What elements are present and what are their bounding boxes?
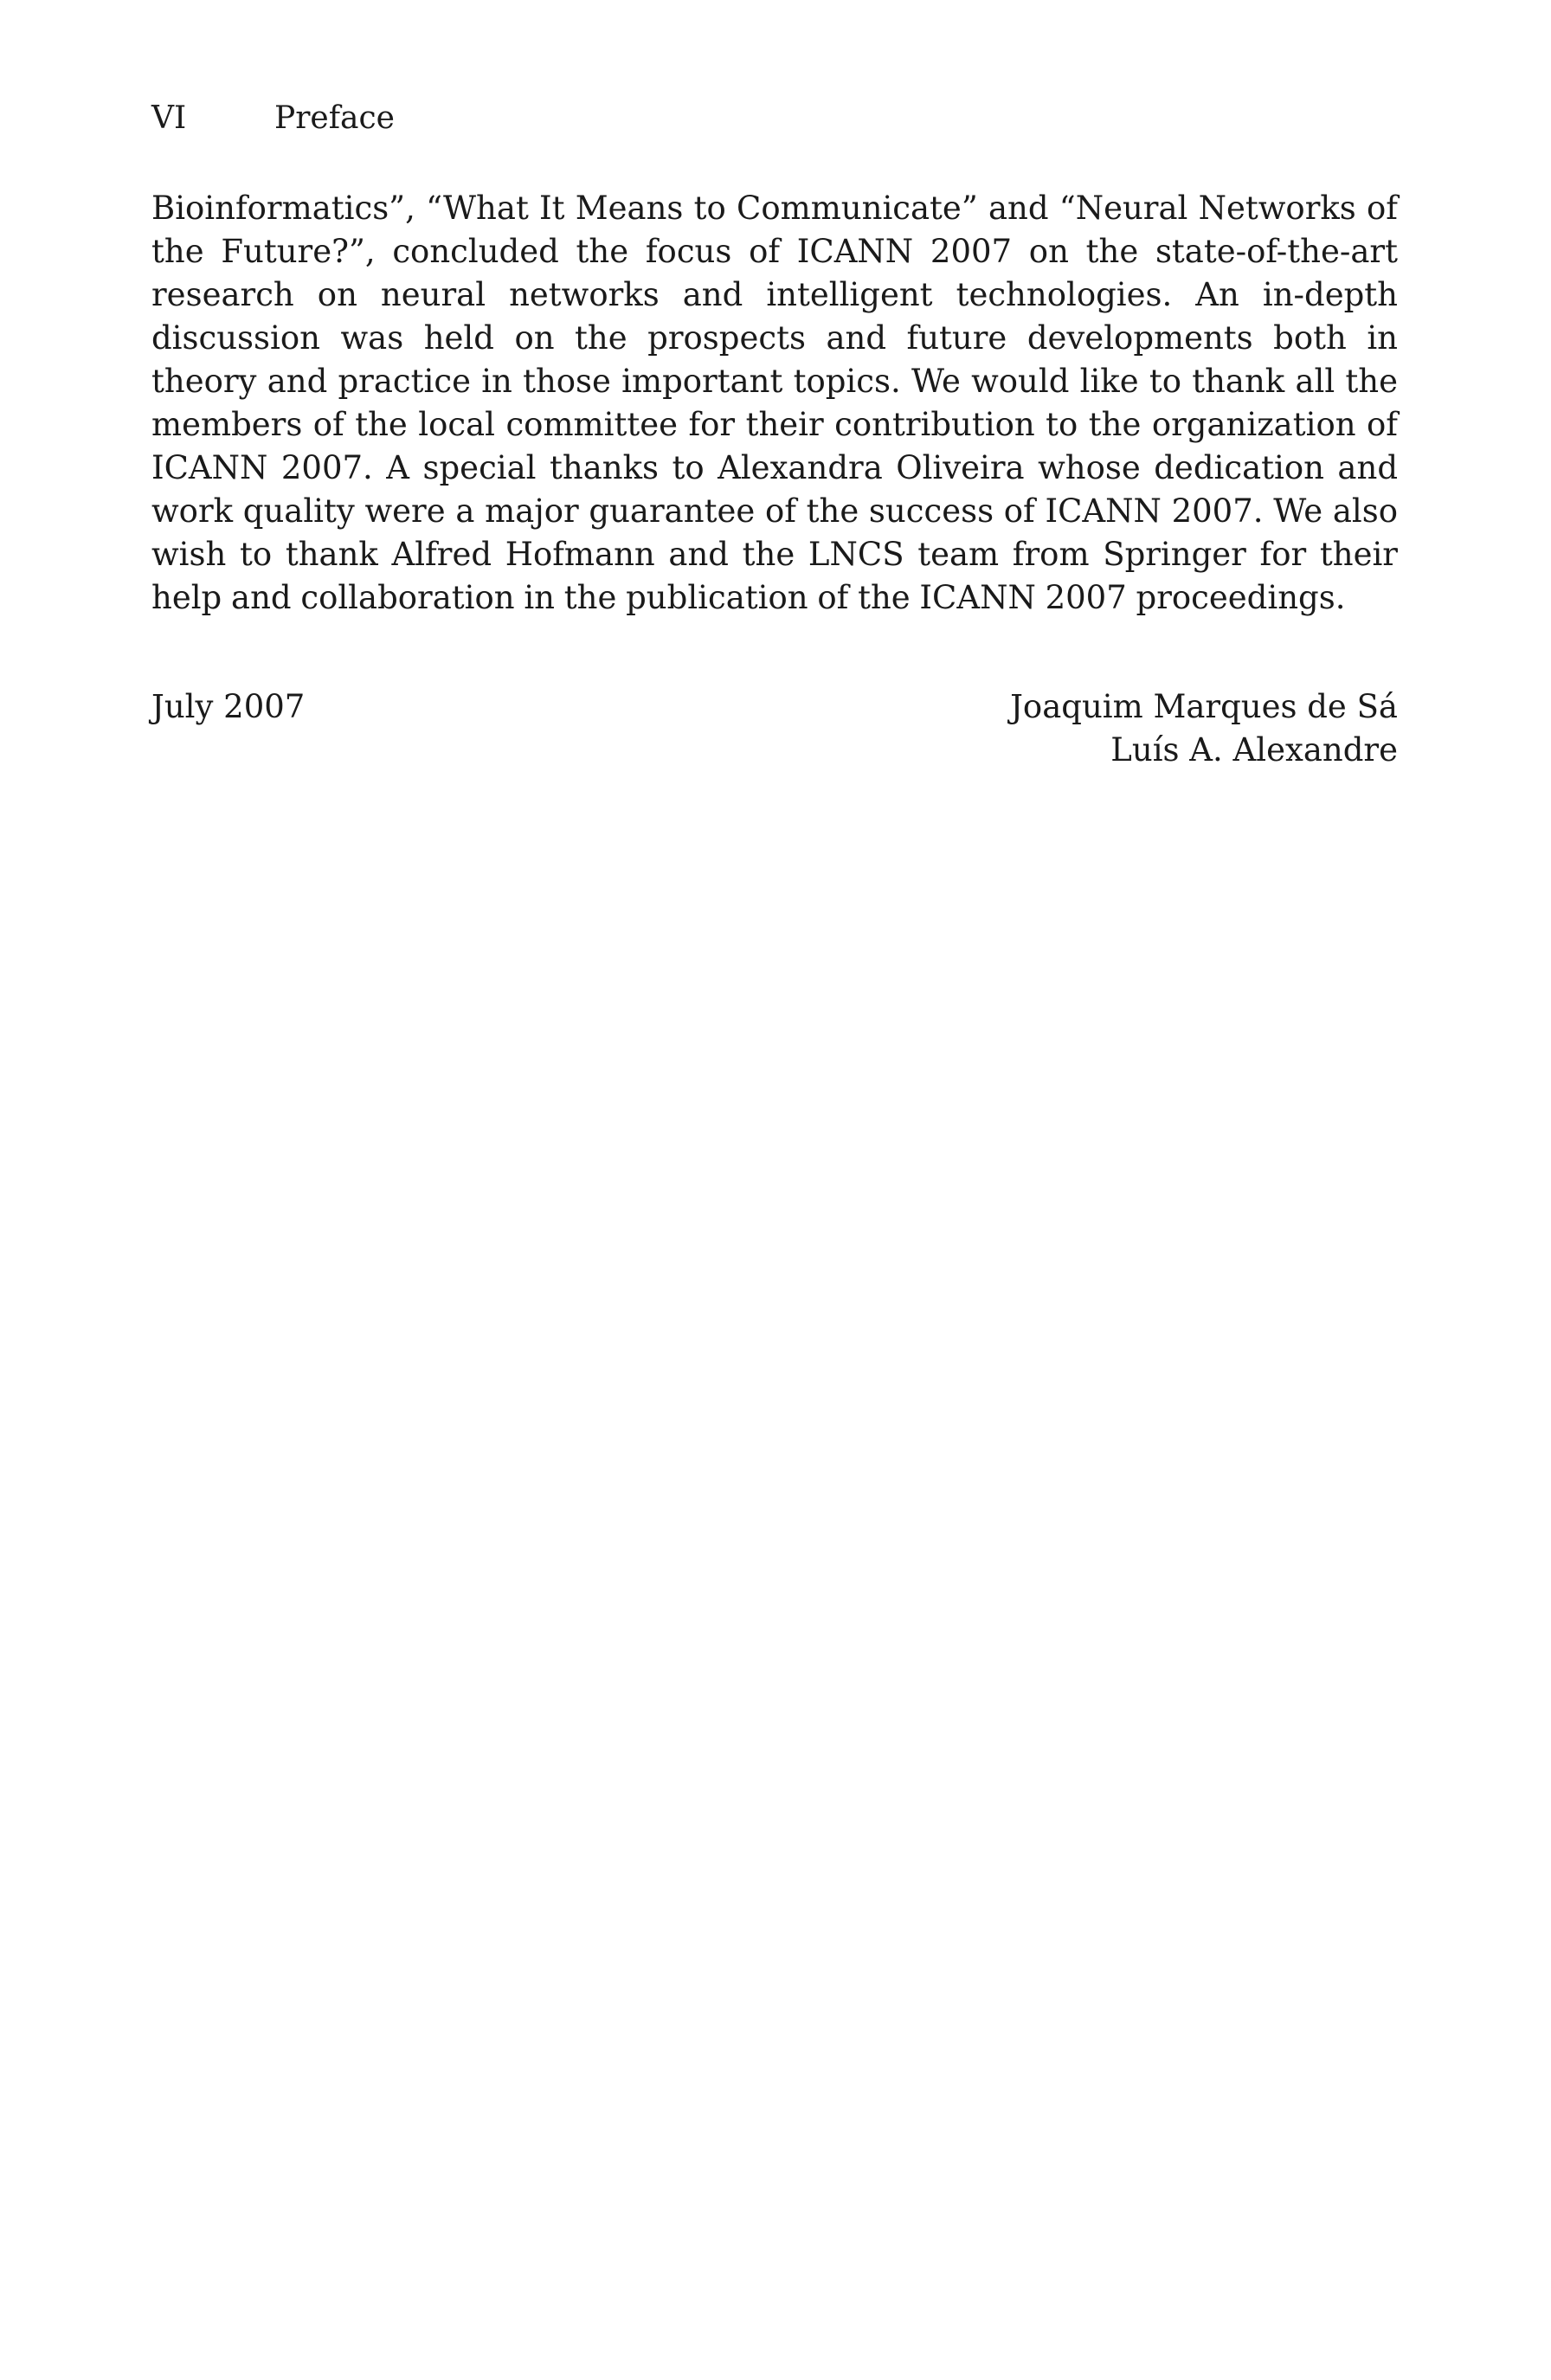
author-name: Luís A. Alexandre bbox=[1110, 731, 1398, 769]
author-name: Joaquim Marques de Sá bbox=[1010, 688, 1398, 725]
author-list bbox=[1010, 685, 1398, 772]
signature-block bbox=[151, 685, 1398, 781]
signature-date: July 2007 bbox=[151, 688, 306, 725]
running-head bbox=[151, 97, 1398, 140]
page-number: VI bbox=[151, 100, 187, 136]
running-title: Preface bbox=[274, 100, 395, 136]
preface-paragraph: Bioinformatics”, “What It Means to Communicate” and “Neural Networks of the Future?”, concluded the focus of ICANN 2007 on the state-of-the-art research on neural networks and intelligent technologies. An in-depth discussion was held on the prospects and future developments both in theory and practice in those important topics. We would like to thank all the members of the local committee for their contribution to the organization of ICANN 2007. A special thanks to Alexandra Oliveira whose dedication and work quality were a major guarantee of the success of ICANN 2007. We also wish to thank Alfred Hofmann and the LNCS team from Springer for their help and collaboration in the publication of the ICANN 2007 proceedings. bbox=[151, 190, 1398, 616]
